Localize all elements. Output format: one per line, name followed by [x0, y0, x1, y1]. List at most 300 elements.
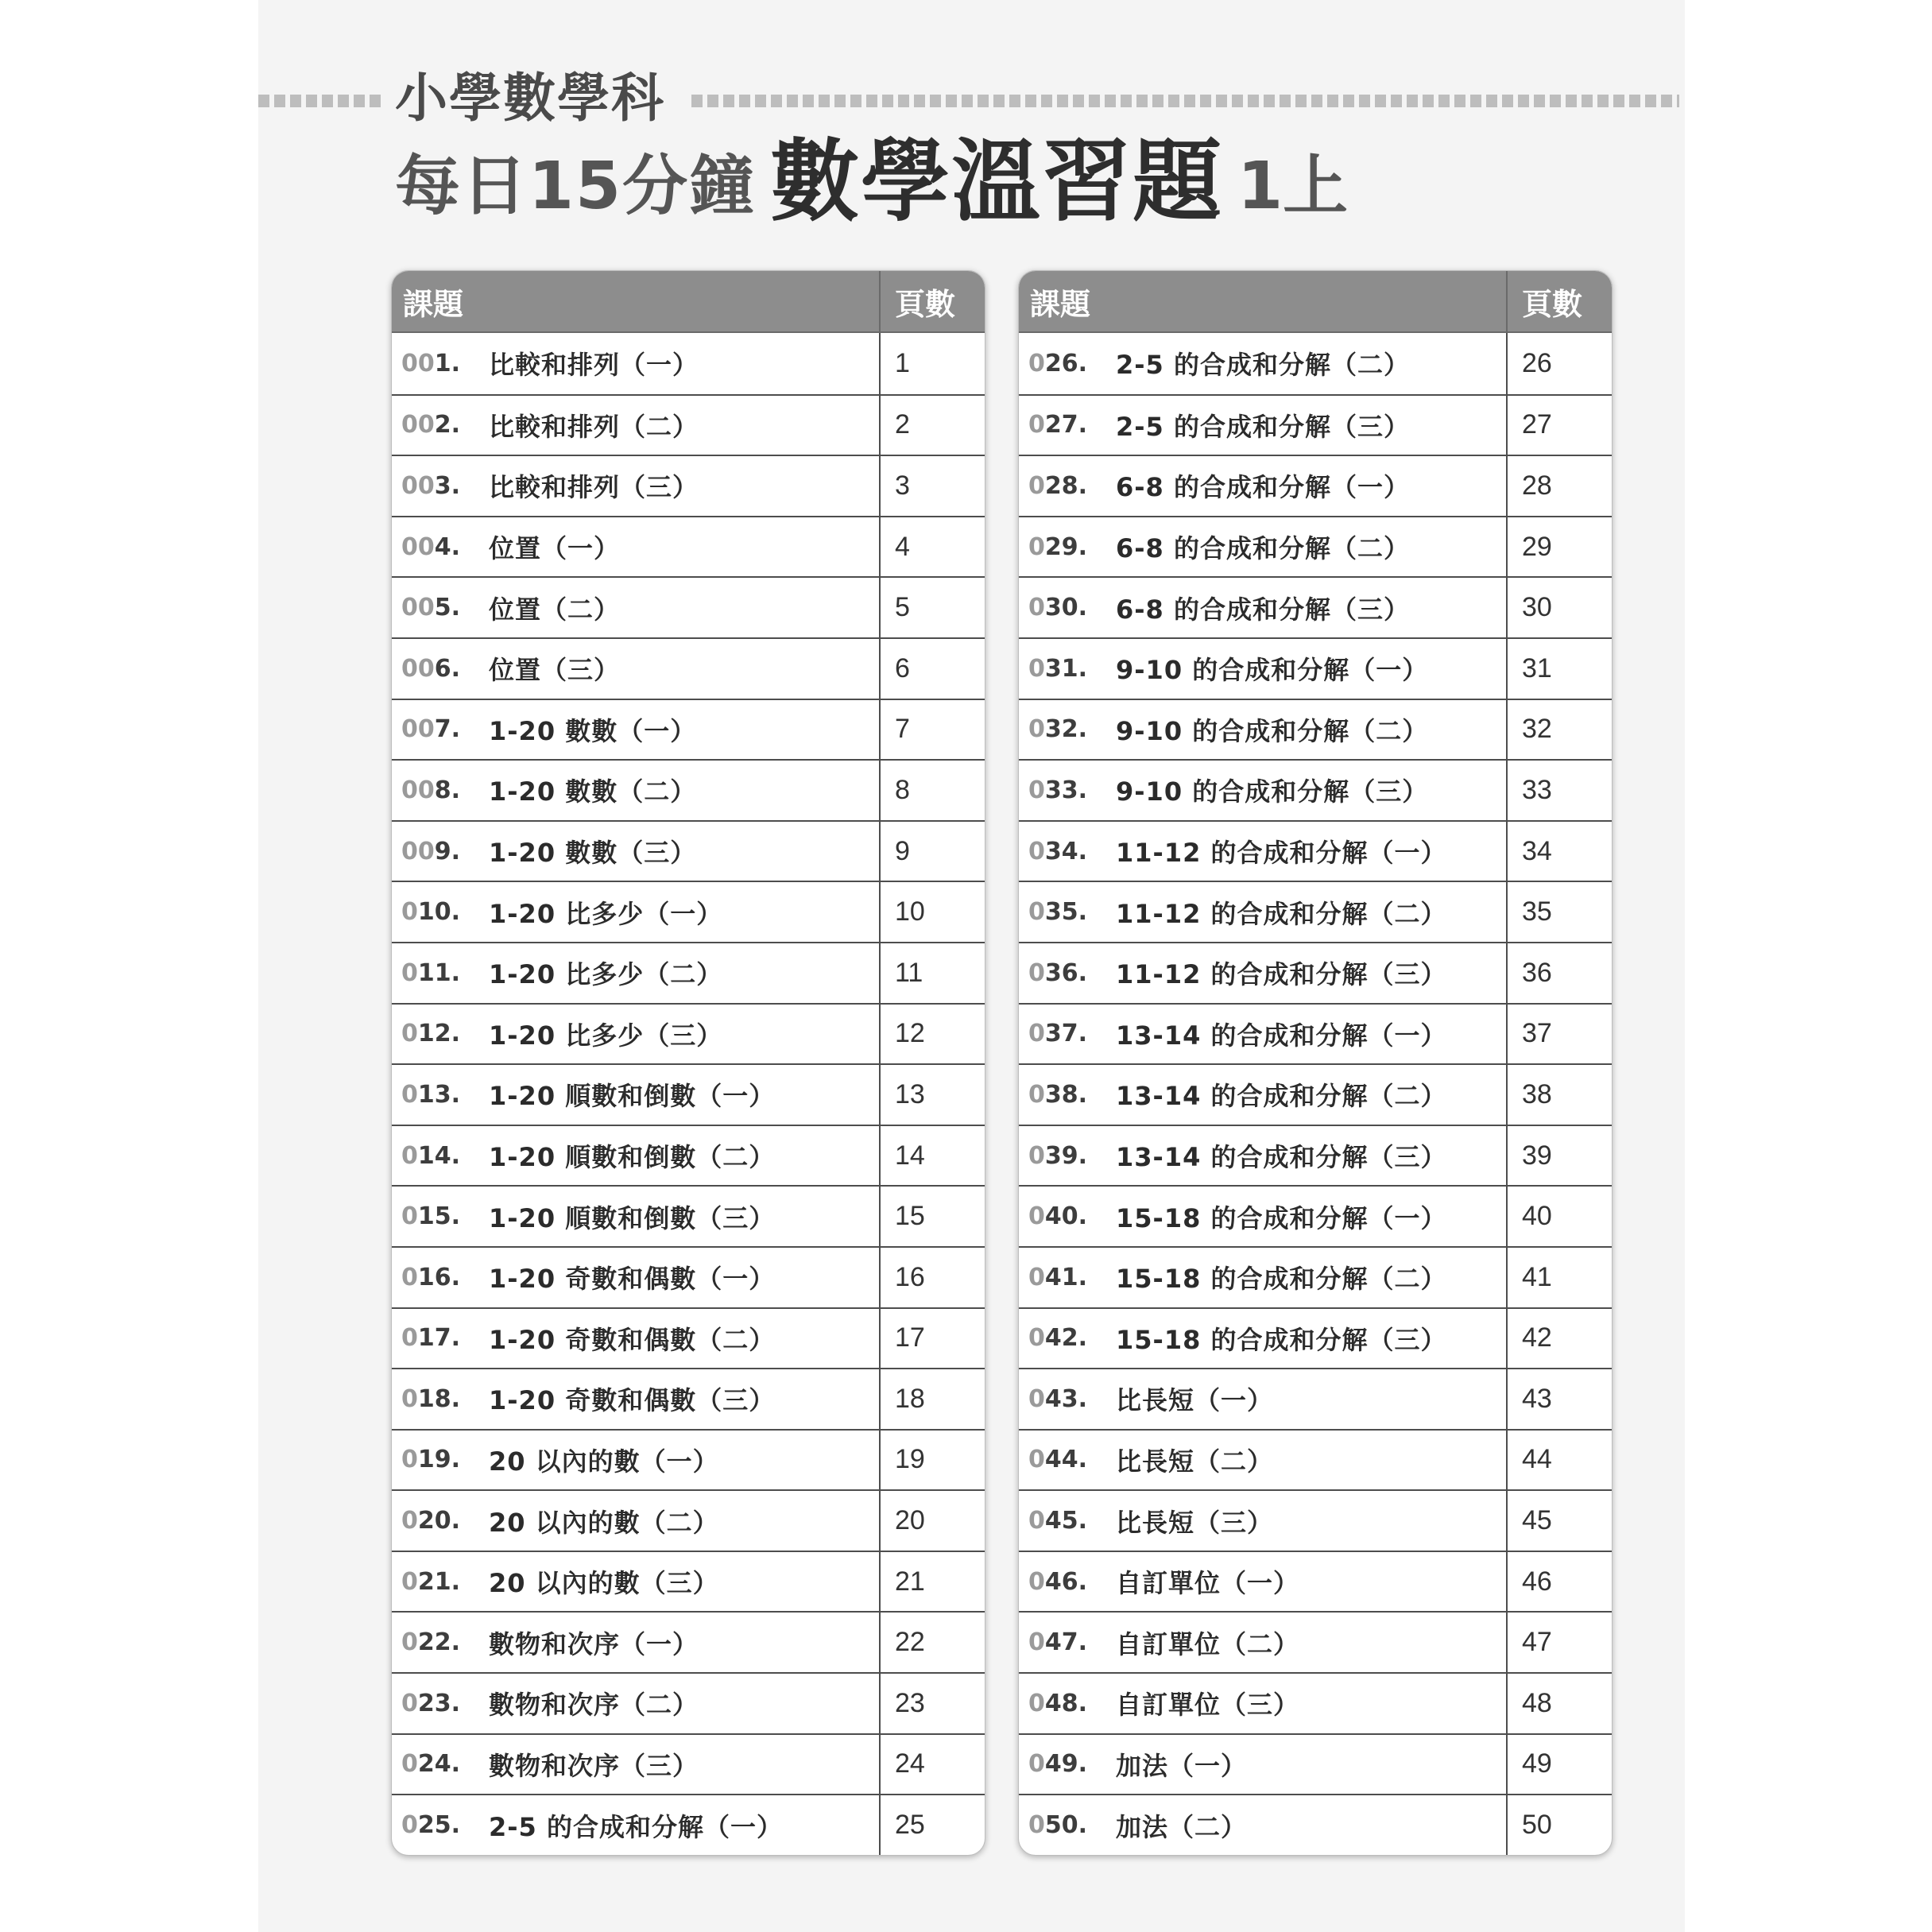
- lesson-title: 數物和次序（一）: [489, 1628, 699, 1659]
- lesson-page-number: 45: [1522, 1505, 1552, 1536]
- lesson-page-number: 3: [895, 470, 910, 501]
- toc-row[interactable]: [392, 1368, 985, 1429]
- toc-topic-cell: [1019, 700, 1508, 760]
- lesson-number-prefix: 00: [401, 471, 435, 500]
- lesson-title: 9-10 的合成和分解（二）: [1116, 715, 1429, 746]
- lesson-number: [1028, 1628, 1116, 1656]
- toc-topic-cell: [392, 578, 881, 637]
- toc-topic-cell: [1019, 578, 1508, 637]
- lesson-title: 6-8 的合成和分解（一）: [1116, 472, 1410, 503]
- lesson-number-prefix: 00: [401, 411, 435, 439]
- toc-topic-cell: [1019, 1795, 1508, 1855]
- lesson-number-prefix: 0: [1028, 776, 1045, 804]
- toc-row[interactable]: [392, 333, 985, 394]
- lesson-page-number: 43: [1522, 1383, 1552, 1414]
- lesson-number-prefix: 0: [401, 1567, 418, 1596]
- lesson-number-prefix: 0: [401, 1811, 418, 1840]
- lesson-title: 自訂單位（二）: [1116, 1628, 1300, 1659]
- toc-header: [1019, 271, 1612, 333]
- lesson-number: [1028, 838, 1116, 865]
- toc-table-right: [1018, 270, 1613, 1856]
- lesson-number: [1028, 533, 1116, 561]
- lesson-number: [401, 898, 489, 926]
- lesson-number: [1028, 1446, 1116, 1473]
- toc-row[interactable]: [392, 1672, 985, 1733]
- toc-rows-right: [1019, 333, 1612, 1855]
- lesson-number-digits: 36.: [1044, 958, 1088, 987]
- lesson-number-prefix: 0: [1028, 1384, 1045, 1413]
- lesson-number-digits: 45.: [1044, 1507, 1088, 1535]
- lesson-page-number: 49: [1522, 1748, 1552, 1779]
- lesson-page-number: 2: [895, 409, 910, 440]
- lesson-number: [1028, 1811, 1116, 1839]
- lesson-page-number: 19: [895, 1444, 925, 1475]
- lesson-number: [401, 838, 489, 865]
- lesson-title: 20 以內的數（二）: [489, 1507, 719, 1538]
- lesson-page-number: 34: [1522, 835, 1552, 866]
- lesson-number: [401, 1264, 489, 1291]
- lesson-title: 比長短（三）: [1116, 1507, 1274, 1538]
- lesson-page-number: 44: [1522, 1444, 1552, 1475]
- toc-row[interactable]: [392, 820, 985, 881]
- lesson-title: 1-20 奇數和偶數（一）: [489, 1264, 776, 1295]
- lesson-number-digits: 30.: [1044, 594, 1088, 622]
- lesson-number-digits: 2.: [434, 411, 461, 439]
- lesson-title: 位置（三）: [489, 655, 621, 686]
- lesson-number-prefix: 0: [1028, 349, 1045, 377]
- lesson-number-prefix: 0: [1028, 958, 1045, 987]
- toc-row[interactable]: [1019, 820, 1612, 881]
- lesson-number-prefix: 0: [401, 1507, 418, 1535]
- toc-topic-cell: [392, 1795, 881, 1855]
- lesson-number-prefix: 0: [1028, 1080, 1045, 1109]
- lesson-title: 比長短（二）: [1116, 1446, 1274, 1477]
- lesson-title: 11-12 的合成和分解（二）: [1116, 898, 1447, 929]
- lesson-page-number: 38: [1522, 1078, 1552, 1109]
- lesson-number-digits: 46.: [1044, 1567, 1088, 1596]
- lesson-page-number: 42: [1522, 1322, 1552, 1353]
- lesson-title: 9-10 的合成和分解（三）: [1116, 776, 1429, 807]
- lesson-number: [401, 1081, 489, 1109]
- toc-topic-cell: [1019, 1369, 1508, 1429]
- toc-row[interactable]: [1019, 1733, 1612, 1795]
- toc-topic-cell: [1019, 639, 1508, 699]
- toc-row[interactable]: [1019, 942, 1612, 1003]
- lesson-title: 9-10 的合成和分解（一）: [1116, 655, 1429, 686]
- lesson-title: 20 以內的數（三）: [489, 1568, 719, 1599]
- lesson-title: 比較和排列（三）: [489, 472, 699, 503]
- lesson-number-prefix: 0: [401, 1750, 418, 1779]
- decorative-dashed-line-right: [691, 95, 1679, 107]
- lesson-page-number: 23: [895, 1687, 925, 1718]
- title-grade: 1上: [1237, 149, 1349, 224]
- toc-rows-left: [392, 333, 985, 1855]
- lesson-number-digits: 40.: [1044, 1202, 1088, 1231]
- lesson-number-prefix: 0: [1028, 532, 1045, 561]
- toc-row[interactable]: [1019, 881, 1612, 942]
- lesson-page-number: 16: [895, 1261, 925, 1292]
- lesson-number: [1028, 1324, 1116, 1352]
- toc-row[interactable]: [1019, 1794, 1612, 1855]
- toc-topic-cell: [1019, 1491, 1508, 1551]
- lesson-number-digits: 39.: [1044, 1141, 1088, 1170]
- lesson-number-digits: 44.: [1044, 1446, 1088, 1474]
- toc-row[interactable]: [1019, 1185, 1612, 1246]
- lesson-number: [401, 1568, 489, 1596]
- toc-row[interactable]: [1019, 394, 1612, 455]
- toc-row[interactable]: [392, 394, 985, 455]
- lesson-page-number: 10: [895, 896, 925, 927]
- lesson-page-number: 1: [895, 347, 910, 378]
- lesson-number-digits: 35.: [1044, 898, 1088, 927]
- lesson-title: 1-20 比多少（二）: [489, 959, 723, 990]
- toc-row[interactable]: [392, 576, 985, 637]
- lesson-title: 13-14 的合成和分解（一）: [1116, 1020, 1447, 1051]
- lesson-number: [401, 533, 489, 561]
- lesson-page-number: 20: [895, 1505, 925, 1536]
- lesson-number-digits: 27.: [1044, 411, 1088, 439]
- lesson-page-number: 33: [1522, 774, 1552, 805]
- column-header-topic: 課題: [1019, 271, 1508, 331]
- lesson-number-prefix: 0: [401, 1202, 418, 1231]
- lesson-number-digits: 14.: [417, 1141, 461, 1170]
- lesson-page-number: 11: [895, 957, 923, 988]
- toc-row[interactable]: [392, 455, 985, 516]
- lesson-number-prefix: 0: [401, 1689, 418, 1717]
- lesson-title: 2-5 的合成和分解（一）: [489, 1811, 783, 1842]
- toc-topic-cell: [392, 396, 881, 455]
- toc-row[interactable]: [1019, 1551, 1612, 1612]
- toc-row[interactable]: [392, 1003, 985, 1064]
- lesson-number-prefix: 0: [1028, 715, 1045, 744]
- lesson-number: [1028, 1690, 1116, 1717]
- lesson-number: [1028, 776, 1116, 804]
- lesson-number: [401, 350, 489, 377]
- lesson-number: [401, 1142, 489, 1170]
- lesson-page-number: 30: [1522, 592, 1552, 623]
- lesson-number-digits: 9.: [434, 837, 461, 865]
- lesson-title: 1-20 數數（一）: [489, 715, 697, 746]
- lesson-number-digits: 28.: [1044, 471, 1088, 500]
- lesson-number: [1028, 655, 1116, 683]
- lesson-number: [1028, 1750, 1116, 1778]
- lesson-number: [1028, 594, 1116, 621]
- lesson-title: 位置（一）: [489, 533, 621, 564]
- toc-row[interactable]: [392, 759, 985, 820]
- toc-topic-cell: [392, 1552, 881, 1612]
- lesson-number-prefix: 0: [1028, 654, 1045, 683]
- lesson-number-digits: 34.: [1044, 837, 1088, 865]
- toc-row[interactable]: [392, 1246, 985, 1307]
- lesson-title: 1-20 奇數和偶數（三）: [489, 1385, 776, 1416]
- toc-row[interactable]: [1019, 333, 1612, 394]
- toc-topic-cell: [1019, 882, 1508, 942]
- toc-row[interactable]: [392, 1733, 985, 1795]
- lesson-number-prefix: 00: [401, 349, 435, 377]
- lesson-number: [401, 411, 489, 439]
- lesson-number-digits: 5.: [434, 594, 461, 622]
- lesson-number-prefix: 0: [1028, 1446, 1045, 1474]
- lesson-number-digits: 12.: [417, 1020, 461, 1048]
- lesson-number-prefix: 0: [1028, 1141, 1045, 1170]
- lesson-number-digits: 11.: [417, 958, 461, 987]
- lesson-title: 15-18 的合成和分解（三）: [1116, 1324, 1447, 1355]
- lesson-number-digits: 16.: [417, 1263, 461, 1291]
- lesson-title: 6-8 的合成和分解（三）: [1116, 594, 1410, 625]
- lesson-page-number: 39: [1522, 1140, 1552, 1171]
- toc-row[interactable]: [392, 1307, 985, 1369]
- toc-topic-cell: [392, 1126, 881, 1186]
- toc-row[interactable]: [1019, 576, 1612, 637]
- toc-row[interactable]: [392, 1063, 985, 1125]
- toc-row[interactable]: [1019, 637, 1612, 699]
- toc-topic-cell: [392, 333, 881, 394]
- lesson-number: [401, 1690, 489, 1717]
- toc-topic-cell: [1019, 1674, 1508, 1733]
- toc-row[interactable]: [1019, 699, 1612, 760]
- lesson-page-number: 13: [895, 1078, 925, 1109]
- lesson-number-prefix: 0: [401, 958, 418, 987]
- lesson-number-prefix: 0: [1028, 594, 1045, 622]
- lesson-title: 1-20 奇數和偶數（二）: [489, 1324, 776, 1355]
- lesson-number-digits: 19.: [417, 1446, 461, 1474]
- lesson-number-prefix: 0: [401, 1141, 418, 1170]
- lesson-number-prefix: 0: [1028, 837, 1045, 865]
- lesson-number: [401, 1446, 489, 1473]
- toc-row[interactable]: [392, 1794, 985, 1855]
- toc-header: [392, 271, 985, 333]
- lesson-number-digits: 42.: [1044, 1324, 1088, 1353]
- lesson-title: 15-18 的合成和分解（一）: [1116, 1202, 1447, 1233]
- toc-topic-cell: [392, 943, 881, 1003]
- toc-row[interactable]: [1019, 1611, 1612, 1672]
- lesson-title: 比較和排列（二）: [489, 411, 699, 442]
- lesson-title: 1-20 數數（三）: [489, 838, 697, 869]
- lesson-number-prefix: 00: [401, 654, 435, 683]
- toc-topic-cell: [392, 1735, 881, 1795]
- lesson-page-number: 26: [1522, 347, 1552, 378]
- lesson-page-number: 46: [1522, 1566, 1552, 1597]
- lesson-page-number: 36: [1522, 957, 1552, 988]
- toc-row[interactable]: [392, 1489, 985, 1551]
- toc-topic-cell: [392, 1187, 881, 1246]
- lesson-number-digits: 20.: [417, 1507, 461, 1535]
- toc-row[interactable]: [1019, 455, 1612, 516]
- lesson-number-prefix: 0: [1028, 1811, 1045, 1840]
- lesson-number: [401, 715, 489, 743]
- toc-topic-cell: [1019, 333, 1508, 394]
- lesson-number-digits: 25.: [417, 1811, 461, 1840]
- lesson-number: [1028, 472, 1116, 500]
- lesson-number-digits: 43.: [1044, 1384, 1088, 1413]
- lesson-number-prefix: 0: [1028, 411, 1045, 439]
- lesson-page-number: 31: [1522, 652, 1552, 683]
- toc-topic-cell: [392, 1613, 881, 1672]
- toc-topic-cell: [392, 700, 881, 760]
- lesson-number-digits: 4.: [434, 532, 461, 561]
- lesson-number-prefix: 00: [401, 715, 435, 744]
- title-prefix: 每日15分鐘: [395, 149, 757, 224]
- toc-row[interactable]: [392, 1551, 985, 1612]
- lesson-number: [401, 1385, 489, 1413]
- lesson-number-digits: 49.: [1044, 1750, 1088, 1779]
- toc-topic-cell: [1019, 1552, 1508, 1612]
- toc-topic-cell: [392, 1431, 881, 1490]
- lesson-title: 15-18 的合成和分解（二）: [1116, 1264, 1447, 1295]
- lesson-title: 11-12 的合成和分解（三）: [1116, 959, 1447, 990]
- lesson-number-prefix: 0: [1028, 1020, 1045, 1048]
- lesson-number: [1028, 1142, 1116, 1170]
- toc-row[interactable]: [392, 881, 985, 942]
- toc-row[interactable]: [392, 637, 985, 699]
- toc-row[interactable]: [1019, 759, 1612, 820]
- lesson-page-number: 24: [895, 1748, 925, 1779]
- toc-topic-cell: [392, 1309, 881, 1369]
- book-title: [395, 130, 1349, 237]
- lesson-page-number: 48: [1522, 1687, 1552, 1718]
- toc-row[interactable]: [1019, 1307, 1612, 1369]
- toc-topic-cell: [1019, 943, 1508, 1003]
- lesson-number: [401, 776, 489, 804]
- lesson-number: [401, 1507, 489, 1535]
- lesson-number-digits: 48.: [1044, 1689, 1088, 1717]
- lesson-number-digits: 23.: [417, 1689, 461, 1717]
- toc-topic-cell: [1019, 1005, 1508, 1064]
- lesson-page-number: 37: [1522, 1018, 1552, 1049]
- toc-row[interactable]: [1019, 1672, 1612, 1733]
- lesson-number-prefix: 0: [401, 1020, 418, 1048]
- lesson-page-number: 27: [1522, 409, 1552, 440]
- lesson-page-number: 40: [1522, 1201, 1552, 1232]
- lesson-number: [401, 655, 489, 683]
- lesson-title: 數物和次序（二）: [489, 1690, 699, 1721]
- toc-topic-cell: [392, 517, 881, 577]
- lesson-number: [401, 1324, 489, 1352]
- toc-topic-cell: [392, 761, 881, 820]
- lesson-title: 自訂單位（一）: [1116, 1568, 1300, 1599]
- lesson-number: [1028, 1202, 1116, 1230]
- lesson-page-number: 12: [895, 1018, 925, 1049]
- toc-row[interactable]: [1019, 1368, 1612, 1429]
- lesson-title: 比長短（一）: [1116, 1385, 1274, 1416]
- toc-topic-cell: [392, 882, 881, 942]
- lesson-title: 20 以內的數（一）: [489, 1446, 719, 1477]
- lesson-number-prefix: 00: [401, 594, 435, 622]
- lesson-number: [401, 1020, 489, 1047]
- lesson-title: 2-5 的合成和分解（二）: [1116, 350, 1410, 381]
- lesson-page-number: 32: [1522, 714, 1552, 745]
- lesson-number-prefix: 00: [401, 532, 435, 561]
- lesson-number-prefix: 0: [1028, 1689, 1045, 1717]
- lesson-page-number: 17: [895, 1322, 925, 1353]
- toc-topic-cell: [1019, 1613, 1508, 1672]
- lesson-number-digits: 41.: [1044, 1263, 1088, 1291]
- lesson-page-number: 29: [1522, 531, 1552, 562]
- lesson-number-prefix: 0: [1028, 1567, 1045, 1596]
- lesson-title: 加法（二）: [1116, 1811, 1248, 1842]
- lesson-title: 1-20 順數和倒數（一）: [489, 1081, 776, 1112]
- lesson-number-prefix: 0: [1028, 1263, 1045, 1291]
- lesson-page-number: 8: [895, 774, 910, 805]
- lesson-number: [401, 959, 489, 987]
- toc-row[interactable]: [392, 1125, 985, 1186]
- lesson-number: [1028, 1081, 1116, 1109]
- lesson-page-number: 7: [895, 714, 910, 745]
- lesson-page-number: 35: [1522, 896, 1552, 927]
- column-header-topic: 課題: [392, 271, 881, 331]
- decorative-dashed-line-left: [258, 95, 381, 107]
- lesson-number-digits: 17.: [417, 1324, 461, 1353]
- toc-row[interactable]: [392, 516, 985, 577]
- lesson-number-prefix: 0: [1028, 1628, 1045, 1657]
- toc-topic-cell: [392, 456, 881, 516]
- toc-topic-cell: [392, 1065, 881, 1125]
- lesson-number-prefix: 0: [1028, 1202, 1045, 1231]
- toc-row[interactable]: [392, 1611, 985, 1672]
- lesson-number-digits: 24.: [417, 1750, 461, 1779]
- lesson-page-number: 18: [895, 1383, 925, 1414]
- lesson-number-digits: 29.: [1044, 532, 1088, 561]
- lesson-number-digits: 8.: [434, 776, 461, 804]
- lesson-number: [1028, 1568, 1116, 1596]
- lesson-page-number: 22: [895, 1627, 925, 1658]
- toc-row[interactable]: [1019, 1063, 1612, 1125]
- lesson-number-digits: 33.: [1044, 776, 1088, 804]
- lesson-number-digits: 26.: [1044, 349, 1088, 377]
- lesson-number-prefix: 0: [401, 898, 418, 927]
- lesson-title: 13-14 的合成和分解（三）: [1116, 1142, 1447, 1173]
- column-header-page: 頁數: [1522, 286, 1583, 322]
- lesson-number-prefix: 0: [401, 1324, 418, 1353]
- lesson-title: 1-20 比多少（一）: [489, 898, 723, 929]
- lesson-number-digits: 21.: [417, 1567, 461, 1596]
- toc-row[interactable]: [1019, 1489, 1612, 1551]
- lesson-number: [1028, 959, 1116, 987]
- toc-row[interactable]: [392, 942, 985, 1003]
- lesson-title: 加法（一）: [1116, 1750, 1248, 1781]
- toc-topic-cell: [1019, 761, 1508, 820]
- lesson-number: [1028, 1507, 1116, 1535]
- toc-topic-cell: [1019, 396, 1508, 455]
- lesson-number-digits: 50.: [1044, 1811, 1088, 1840]
- toc-topic-cell: [1019, 1735, 1508, 1795]
- lesson-page-number: 50: [1522, 1810, 1552, 1841]
- lesson-number-digits: 31.: [1044, 654, 1088, 683]
- toc-topic-cell: [1019, 1126, 1508, 1186]
- lesson-number-prefix: 0: [1028, 898, 1045, 927]
- lesson-number: [1028, 898, 1116, 926]
- lesson-number: [401, 1628, 489, 1656]
- toc-row[interactable]: [392, 1185, 985, 1246]
- lesson-number-digits: 1.: [434, 349, 461, 377]
- lesson-title: 1-20 順數和倒數（二）: [489, 1142, 776, 1173]
- toc-row[interactable]: [1019, 1125, 1612, 1186]
- toc-row[interactable]: [1019, 1429, 1612, 1490]
- column-header-page: 頁數: [895, 286, 956, 322]
- toc-table-left: [391, 270, 985, 1856]
- toc-row[interactable]: [392, 699, 985, 760]
- lesson-title: 數物和次序（三）: [489, 1750, 699, 1781]
- lesson-page-number: 5: [895, 592, 910, 623]
- toc-row[interactable]: [1019, 1003, 1612, 1064]
- lesson-page-number: 25: [895, 1810, 925, 1841]
- toc-row[interactable]: [1019, 1246, 1612, 1307]
- lesson-number: [401, 1750, 489, 1778]
- lesson-number-digits: 13.: [417, 1080, 461, 1109]
- toc-topic-cell: [1019, 1309, 1508, 1369]
- toc-row[interactable]: [392, 1429, 985, 1490]
- toc-row[interactable]: [1019, 516, 1612, 577]
